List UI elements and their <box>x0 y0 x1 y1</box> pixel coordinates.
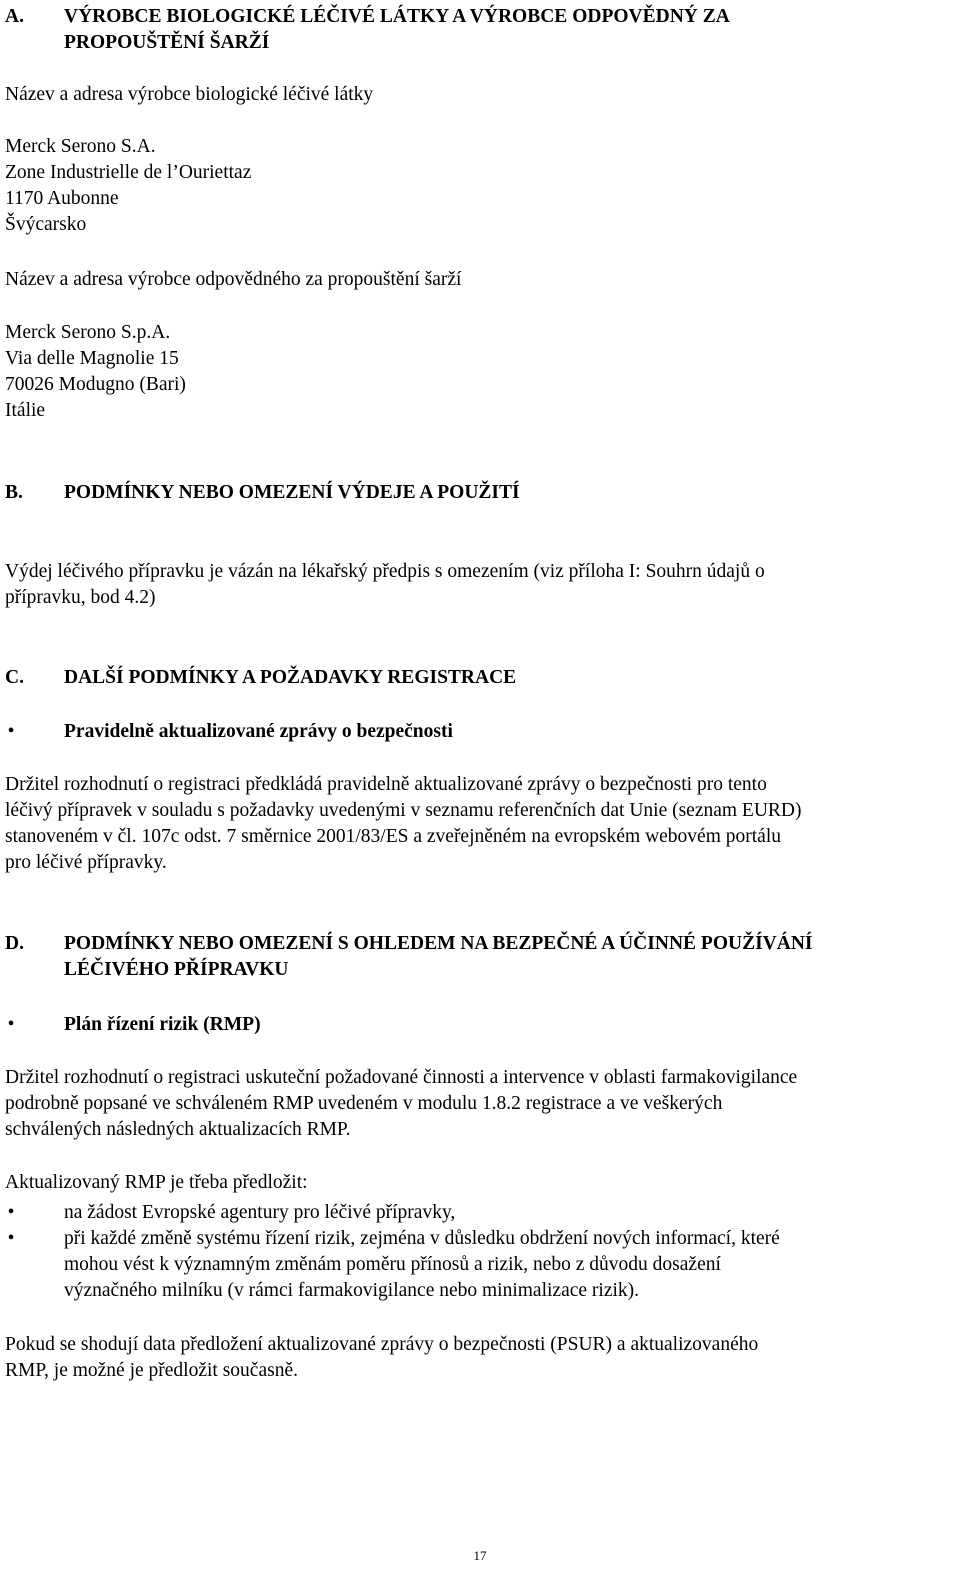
section-c-heading <box>5 665 950 691</box>
address-line: Zone Industrielle de l’Ouriettaz <box>5 162 252 183</box>
section-a-title-line: VÝROBCE BIOLOGICKÉ LÉČIVÉ LÁTKY A VÝROBCE ODPOVĚDNÝ ZA <box>64 6 730 27</box>
section-d-bullet-text: Plán řízení rizik (RMP) <box>64 1014 261 1035</box>
rmp-list-item <box>5 1226 950 1304</box>
rmp-list-item <box>5 1200 950 1226</box>
paragraph-line: RMP, je možné je předložit současně. <box>5 1360 298 1381</box>
section-d-title <box>64 931 813 983</box>
bullet-icon: • <box>7 1228 15 1249</box>
address-line: Merck Serono S.p.A. <box>5 322 171 343</box>
closing-paragraph <box>5 1332 950 1384</box>
section-c-bullet <box>5 719 950 745</box>
bullet-icon: • <box>7 721 15 742</box>
paragraph-line: léčivý přípravek v souladu s požadavky uvedenými v seznamu referenčních dat Unie (seznam EURD) <box>5 800 802 821</box>
section-b-body <box>5 559 950 611</box>
bullet-icon: • <box>7 1014 15 1035</box>
address-line: Švýcarsko <box>5 214 87 235</box>
section-c-title: DALŠÍ PODMÍNKY A POŽADAVKY REGISTRACE <box>64 667 517 688</box>
section-a-heading <box>5 4 950 56</box>
section-d-bullet <box>5 1012 950 1038</box>
address-line: 70026 Modugno (Bari) <box>5 374 186 395</box>
bullet-icon: • <box>7 1202 15 1223</box>
rmp-list-item-text: na žádost Evropské agentury pro léčivé přípravky, <box>64 1202 456 1223</box>
bio-manufacturer-label: Název a adresa výrobce biologické léčivé látky <box>5 84 374 105</box>
section-c-bullet-text: Pravidelně aktualizované zprávy o bezpečnosti <box>64 721 453 742</box>
section-d-title-line: PODMÍNKY NEBO OMEZENÍ S OHLEDEM NA BEZPEČNÉ A ÚČINNÉ POUŽÍVÁNÍ <box>64 933 813 954</box>
section-a-title-line: PROPOUŠTĚNÍ ŠARŽÍ <box>64 32 270 53</box>
section-d-letter: D. <box>5 933 24 954</box>
address-line: 1170 Aubonne <box>5 188 119 209</box>
section-c-body <box>5 772 950 876</box>
section-d-body <box>5 1065 950 1143</box>
paragraph-line: stanoveném v čl. 107c odst. 7 směrnice 2001/83/ES a zveřejněném na evropském webovém portálu <box>5 826 781 847</box>
release-manufacturer-label: Název a adresa výrobce odpovědného za propouštění šarží <box>5 269 462 290</box>
paragraph-line: Výdej léčivého přípravku je vázán na lékařský předpis s omezením (viz příloha I: Souhrn údajů o <box>5 561 765 582</box>
section-a-letter: A. <box>5 6 24 27</box>
section-b-letter: B. <box>5 482 23 503</box>
paragraph-line: podrobně popsané ve schváleném RMP uvedeném v modulu 1.8.2 registrace a ve veškerých <box>5 1093 723 1114</box>
address-line: Merck Serono S.A. <box>5 136 156 157</box>
section-a-title <box>64 4 730 56</box>
paragraph-line: přípravku, bod 4.2) <box>5 587 156 608</box>
release-manufacturer-address <box>5 320 950 424</box>
paragraph-line: Držitel rozhodnutí o registraci uskuteční požadované činnosti a intervence v oblasti farmakovigilance <box>5 1067 798 1088</box>
section-d-heading <box>5 931 950 983</box>
paragraph-line: Pokud se shodují data předložení aktualizované zprávy o bezpečnosti (PSUR) a aktualizovaného <box>5 1334 759 1355</box>
paragraph-line: Držitel rozhodnutí o registraci předkládá pravidelně aktualizované zprávy o bezpečnosti pro tento <box>5 774 767 795</box>
section-d-title-line: LÉČIVÉHO PŘÍPRAVKU <box>64 959 289 980</box>
paragraph-line: pro léčivé přípravky. <box>5 852 167 873</box>
bio-manufacturer-address <box>5 134 950 238</box>
section-b-title: PODMÍNKY NEBO OMEZENÍ VÝDEJE A POUŽITÍ <box>64 482 520 503</box>
section-c-letter: C. <box>5 667 24 688</box>
address-line: Itálie <box>5 400 46 421</box>
page-number: 17 <box>473 1548 487 1563</box>
paragraph-line: schválených následných aktualizacích RMP. <box>5 1119 351 1140</box>
address-line: Via delle Magnolie 15 <box>5 348 179 369</box>
rmp-intro: Aktualizovaný RMP je třeba předložit: <box>5 1172 308 1193</box>
section-b-heading <box>5 480 950 506</box>
rmp-list-item-text: při každé změně systému řízení rizik, zejména v důsledku obdržení nových informací, které mohou vést k významným změnám poměru přínosů a rizik, nebo z důvodu dosažení význačného milníku (v rámci farmakovigilance nebo minimalizace rizik). <box>64 1228 780 1301</box>
